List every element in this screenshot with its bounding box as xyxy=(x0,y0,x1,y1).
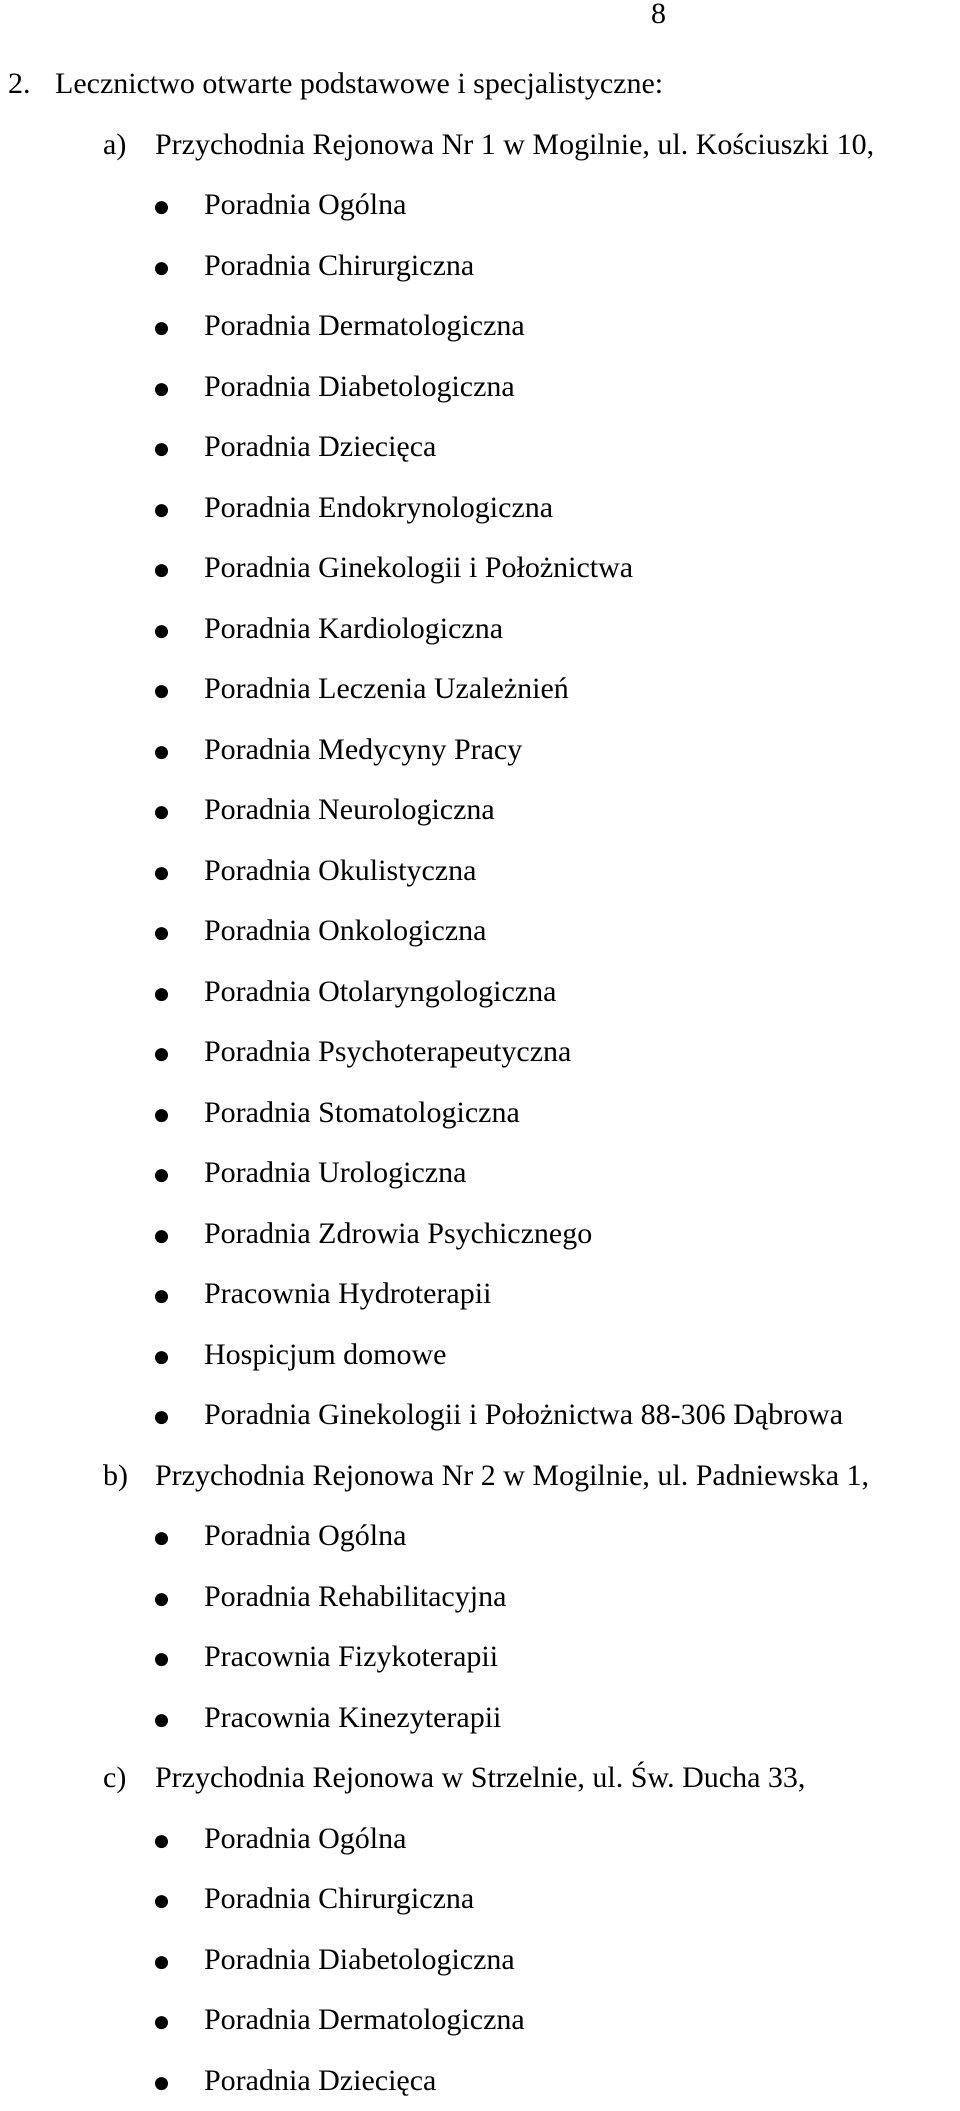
bullet-icon xyxy=(155,625,168,638)
bullet-icon xyxy=(155,1109,168,1122)
list-item xyxy=(0,1385,960,1446)
list-item-text: Poradnia Psychoterapeutyczna xyxy=(204,1034,571,1070)
list-item xyxy=(0,962,960,1023)
list-item xyxy=(0,1869,960,1930)
list-item-text: Hospicjum domowe xyxy=(204,1337,446,1373)
bullet-icon xyxy=(155,2016,168,2029)
list-item-text: Poradnia Dziecięca xyxy=(204,429,436,465)
list-item-text: Poradnia Rehabilitacyjna xyxy=(204,1579,506,1615)
list-item xyxy=(0,720,960,781)
subsection-letter: b) xyxy=(103,1458,128,1494)
list-item-text: Poradnia Chirurgiczna xyxy=(204,248,474,284)
list-item-text: Poradnia Neurologiczna xyxy=(204,792,495,828)
list-item-text: Poradnia Zdrowia Psychicznego xyxy=(204,1216,592,1252)
bullet-icon xyxy=(155,1653,168,1666)
list-item xyxy=(0,1204,960,1265)
bullet-icon xyxy=(155,1351,168,1364)
subsection-title: Przychodnia Rejonowa Nr 2 w Mogilnie, ul. Padniewska 1, xyxy=(155,1458,869,1494)
bullet-icon xyxy=(155,1895,168,1908)
list-item-text: Poradnia Diabetologiczna xyxy=(204,1942,515,1978)
list-item xyxy=(0,1506,960,1567)
bullet-icon xyxy=(155,564,168,577)
list-item xyxy=(0,296,960,357)
list-item-text: Poradnia Dermatologiczna xyxy=(204,308,525,344)
list-item xyxy=(0,1627,960,1688)
list-item xyxy=(0,1930,960,1991)
bullet-icon xyxy=(155,1714,168,1727)
list-item-text: Poradnia Otolaryngologiczna xyxy=(204,974,556,1010)
list-item-text: Poradnia Chirurgiczna xyxy=(204,1881,474,1917)
bullet-icon xyxy=(155,1048,168,1061)
page-number: 8 xyxy=(651,0,666,32)
bullet-icon xyxy=(155,685,168,698)
list-item xyxy=(0,780,960,841)
subsection-heading xyxy=(0,115,960,176)
list-item xyxy=(0,1325,960,1386)
list-item xyxy=(0,1809,960,1870)
list-item xyxy=(0,1083,960,1144)
list-item-text: Poradnia Ginekologii i Położnictwa 88-306 Dąbrowa xyxy=(204,1397,843,1433)
list-item-text: Poradnia Urologiczna xyxy=(204,1155,466,1191)
bullet-icon xyxy=(155,504,168,517)
bullet-icon xyxy=(155,1169,168,1182)
bullet-icon xyxy=(155,988,168,1001)
subsection-heading xyxy=(0,1748,960,1809)
list-item-text: Poradnia Ogólna xyxy=(204,187,406,223)
list-item xyxy=(0,1567,960,1628)
bullet-icon xyxy=(155,443,168,456)
list-item xyxy=(0,659,960,720)
list-item-text: Poradnia Ogólna xyxy=(204,1518,406,1554)
list-item xyxy=(0,236,960,297)
section-number: 2. xyxy=(8,66,31,102)
bullet-icon xyxy=(155,806,168,819)
section-heading xyxy=(0,54,960,115)
list-item-text: Poradnia Kardiologiczna xyxy=(204,611,503,647)
list-item-text: Poradnia Stomatologiczna xyxy=(204,1095,520,1131)
bullet-icon xyxy=(155,262,168,275)
bullet-icon xyxy=(155,1593,168,1606)
list-item xyxy=(0,1022,960,1083)
bullet-icon xyxy=(155,927,168,940)
list-item xyxy=(0,478,960,539)
bullet-icon xyxy=(155,1956,168,1969)
list-item xyxy=(0,538,960,599)
list-item xyxy=(0,2051,960,2111)
list-item-text: Pracownia Fizykoterapii xyxy=(204,1639,498,1675)
list-item-text: Poradnia Okulistyczna xyxy=(204,853,476,889)
list-item-text: Poradnia Ogólna xyxy=(204,1821,406,1857)
subsection-title: Przychodnia Rejonowa w Strzelnie, ul. Św. Ducha 33, xyxy=(155,1760,805,1796)
list-item-text: Poradnia Diabetologiczna xyxy=(204,369,515,405)
list-item xyxy=(0,1990,960,2051)
list-item xyxy=(0,417,960,478)
list-item xyxy=(0,841,960,902)
list-item xyxy=(0,175,960,236)
bullet-icon xyxy=(155,1835,168,1848)
list-item-text: Pracownia Kinezyterapii xyxy=(204,1700,501,1736)
list-item-text: Pracownia Hydroterapii xyxy=(204,1276,491,1312)
bullet-icon xyxy=(155,746,168,759)
subsection-title: Przychodnia Rejonowa Nr 1 w Mogilnie, ul. Kościuszki 10, xyxy=(155,127,874,163)
bullet-icon xyxy=(155,1411,168,1424)
list-item xyxy=(0,1688,960,1749)
subsection-letter: a) xyxy=(103,127,126,163)
list-item xyxy=(0,1143,960,1204)
list-item xyxy=(0,357,960,418)
list-item-text: Poradnia Endokrynologiczna xyxy=(204,490,553,526)
subsection-letter: c) xyxy=(103,1760,126,1796)
bullet-icon xyxy=(155,1290,168,1303)
list-item-text: Poradnia Ginekologii i Położnictwa xyxy=(204,550,633,586)
section-title: Lecznictwo otwarte podstawowe i specjalistyczne: xyxy=(55,66,663,102)
bullet-icon xyxy=(155,383,168,396)
bullet-icon xyxy=(155,1532,168,1545)
bullet-icon xyxy=(155,1230,168,1243)
bullet-icon xyxy=(155,201,168,214)
list-item xyxy=(0,1264,960,1325)
list-item-text: Poradnia Medycyny Pracy xyxy=(204,732,522,768)
list-item-text: Poradnia Dziecięca xyxy=(204,2063,436,2099)
bullet-icon xyxy=(155,867,168,880)
list-item-text: Poradnia Leczenia Uzależnień xyxy=(204,671,569,707)
list-item xyxy=(0,901,960,962)
list-item-text: Poradnia Dermatologiczna xyxy=(204,2002,525,2038)
bullet-icon xyxy=(155,2077,168,2090)
list-item-text: Poradnia Onkologiczna xyxy=(204,913,486,949)
subsection-heading xyxy=(0,1446,960,1507)
list-item xyxy=(0,599,960,660)
document-body xyxy=(0,54,960,2111)
bullet-icon xyxy=(155,322,168,335)
